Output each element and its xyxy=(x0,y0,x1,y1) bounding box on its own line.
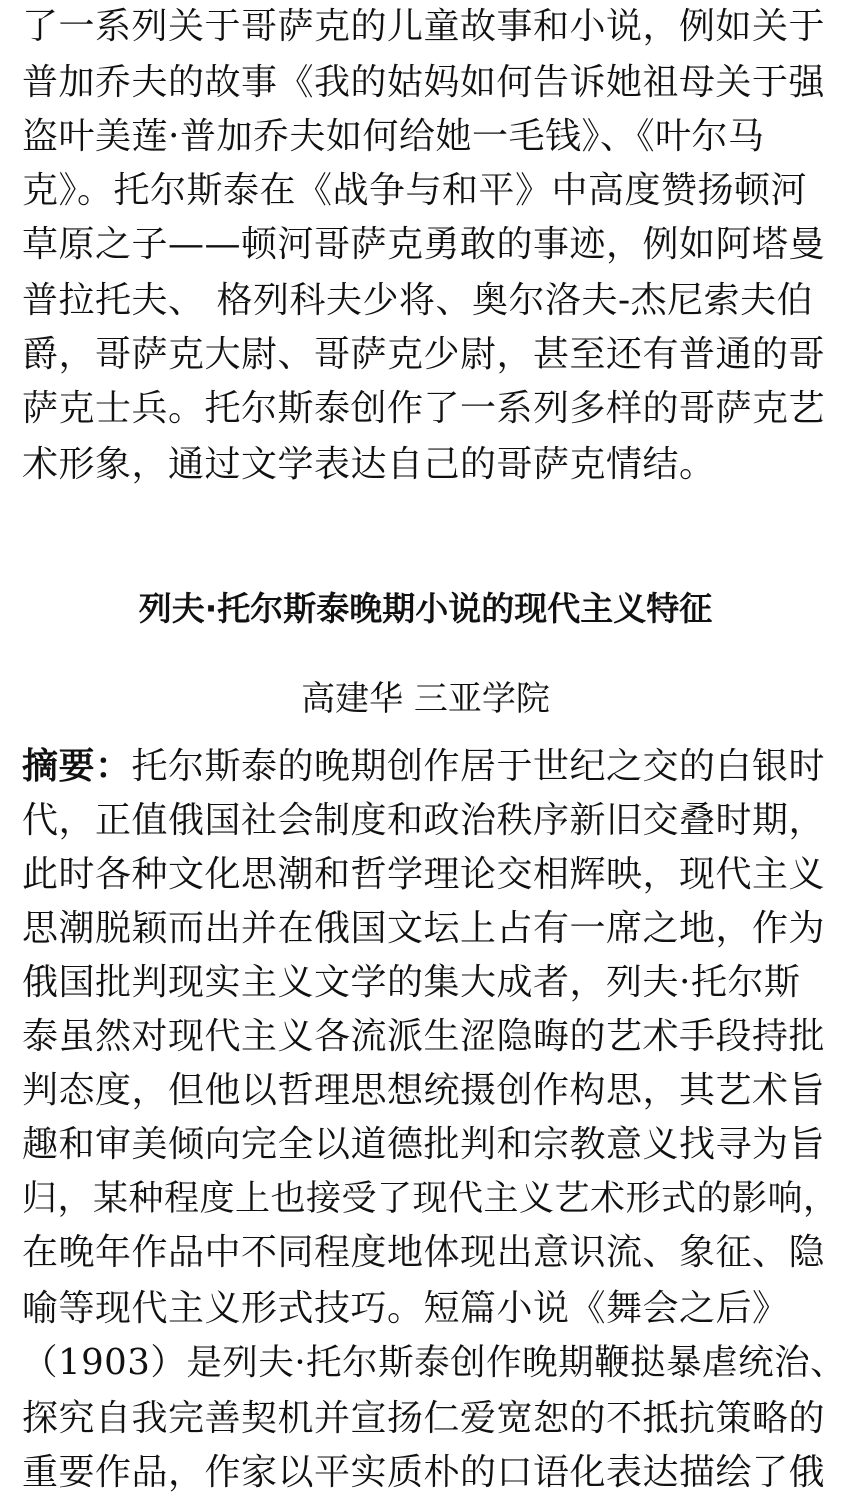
text-line: 术形象，通过文学表达自己的哥萨克情结。 xyxy=(22,444,716,485)
text-line: 此时各种文化思潮和哲学理论交相辉映，现代主义 xyxy=(22,854,826,895)
text-line: 判态度，但他以哲理思想统摄创作构思，其艺术旨 xyxy=(22,1070,826,1111)
text-line: 草原之子——顿河哥萨克勇敢的事迹，例如阿塔曼 xyxy=(22,224,826,265)
text-line: 盗叶美莲·普加乔夫如何给她一毛钱》、《叶尔马 xyxy=(22,116,765,157)
text-line: 在晚年作品中不同程度地体现出意识流、象征、隐 xyxy=(22,1232,826,1273)
text-line: 归，某种程度上也接受了现代主义艺术形式的影响， xyxy=(22,1179,839,1219)
text-line: 趣和审美倾向完全以道德批判和宗教意义找寻为旨 xyxy=(22,1124,826,1165)
article-author: 高建华 三亚学院 xyxy=(301,679,550,719)
text-line: 普加乔夫的故事《我的姑妈如何告诉她祖母关于强 xyxy=(22,62,826,103)
text-line: 克》。托尔斯泰在《战争与和平》中高度赞扬顿河 xyxy=(22,170,808,211)
text-line: 普拉托夫、 格列科夫少将、奥尔洛夫-杰尼索夫伯 xyxy=(22,280,814,321)
text-line: 代，正值俄国社会制度和政治秩序新旧交叠时期， xyxy=(22,800,826,841)
text-line: 泰虽然对现代主义各流派生涩隐晦的艺术手段持批 xyxy=(22,1016,826,1057)
abstract-first-line xyxy=(22,740,825,794)
text-line: 探究自我完善契机并宣扬仁爱宽恕的不抵抗策略的 xyxy=(22,1398,826,1439)
text-line: 了一系列关于哥萨克的儿童故事和小说，例如关于 xyxy=(22,6,826,47)
abstract-label: 摘要： xyxy=(22,746,132,787)
text-line: 爵，哥萨克大尉、哥萨克少尉，甚至还有普通的哥 xyxy=(22,334,826,375)
text-line: 俄国批判现实主义文学的集大成者，列夫·托尔斯 xyxy=(22,962,801,1003)
text-line: （1903）是列夫·托尔斯泰创作晚期鞭挞暴虐统治、 xyxy=(22,1342,847,1383)
text-line: 思潮脱颖而出并在俄国文坛上占有一席之地，作为 xyxy=(22,908,826,949)
text-line: 重要作品，作家以平实质朴的口语化表达描绘了俄 xyxy=(22,1452,826,1493)
abstract-text: 托尔斯泰的晚期创作居于世纪之交的白银时 xyxy=(131,746,826,787)
text-line: 萨克士兵。托尔斯泰创作了一系列多样的哥萨克艺 xyxy=(22,388,826,429)
article-title: 列夫·托尔斯泰晚期小说的现代主义特征 xyxy=(138,589,713,628)
text-line: 喻等现代主义形式技巧。短篇小说《舞会之后》 xyxy=(22,1288,789,1329)
